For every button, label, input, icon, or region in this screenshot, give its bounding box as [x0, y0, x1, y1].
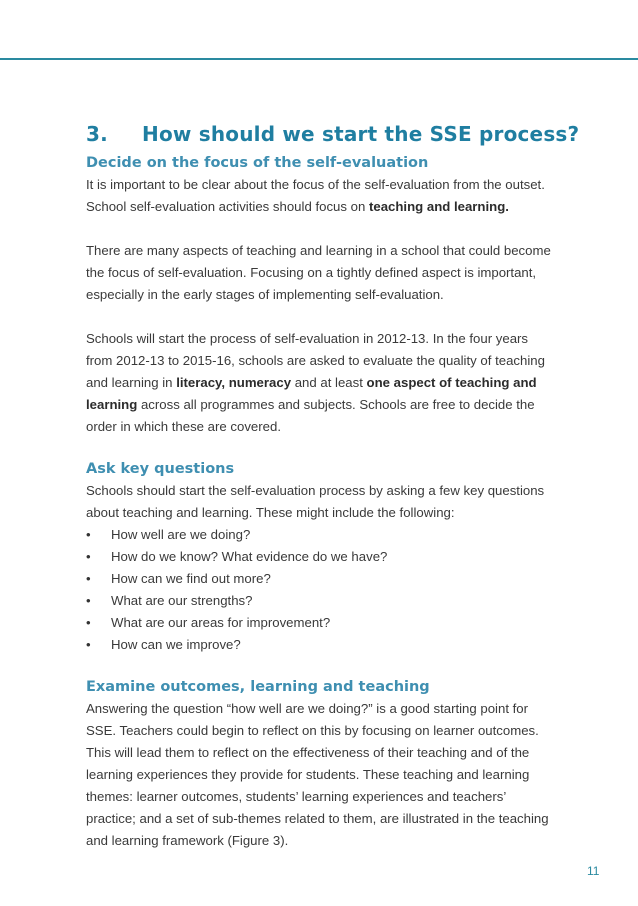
list-item: • How do we know? What evidence do we have?	[86, 546, 556, 568]
focus-paragraph-1	[86, 174, 556, 218]
outcomes-paragraph: Answering the question “how well are we doing?” is a good starting point for SSE. Teachers could begin to reflect on this by focusing on learner outcomes. This will lead them to reflect on the effectiveness of their teaching and of the learning experiences they provide for students. These teaching and learning themes: learner outcomes, students’ learning experiences and teachers’ practice; and a set of sub-themes related to them, are illustrated in the teaching and learning framework (Figure 3).	[86, 701, 549, 848]
section-title	[86, 122, 580, 152]
list-item: • How can we improve?	[86, 634, 556, 656]
focus-p3-text-c: and at least	[291, 375, 367, 390]
outcomes-heading: Examine outcomes, learning and teaching	[86, 679, 430, 695]
focus-heading: Decide on the focus of the self-evaluation	[86, 155, 429, 171]
focus-p3-bold-literacy: literacy, numeracy	[176, 375, 292, 390]
focus-p3-bold-aspect: one aspect of teaching and learning	[86, 375, 537, 412]
questions-list	[86, 524, 556, 656]
page-number: 11	[587, 864, 600, 878]
list-item: • How well are we doing?	[86, 524, 556, 546]
focus-p3-text-a: Schools will start the process of self-evaluation in 2012-13. In the four years from 2012-13 to 2015-16, schools are asked to evaluate the quality of teaching and learning in	[86, 331, 545, 390]
questions-intro: Schools should start the self-evaluation process by asking a few key questions about teaching and learning. These might include the following:	[86, 483, 545, 520]
list-item: • How can we find out more?	[86, 568, 556, 590]
focus-p1-text: It is important to be clear about the focus of the self-evaluation from the outset. School self-evaluation activities should focus on	[86, 177, 545, 214]
section-number: 3.	[86, 122, 108, 146]
list-item: • What are our areas for improvement?	[86, 612, 556, 634]
page-content	[86, 122, 580, 852]
header-rule	[0, 58, 638, 60]
focus-p1-bold: teaching and learning.	[368, 199, 509, 214]
focus-paragraph-2: There are many aspects of teaching and learning in a school that could become the focus of self-evaluation. Focusing on a tightly defined aspect is important, especially in the early stages of implementing self-evaluation.	[86, 243, 551, 302]
focus-p3-text-e: across all programmes and subjects. Schools are free to decide the order in which these are covered.	[86, 397, 535, 434]
list-item: • What are our strengths?	[86, 590, 556, 612]
section-title-text: How should we start the SSE process?	[142, 122, 580, 146]
focus-paragraph-3	[86, 328, 556, 438]
questions-heading: Ask key questions	[86, 461, 235, 477]
